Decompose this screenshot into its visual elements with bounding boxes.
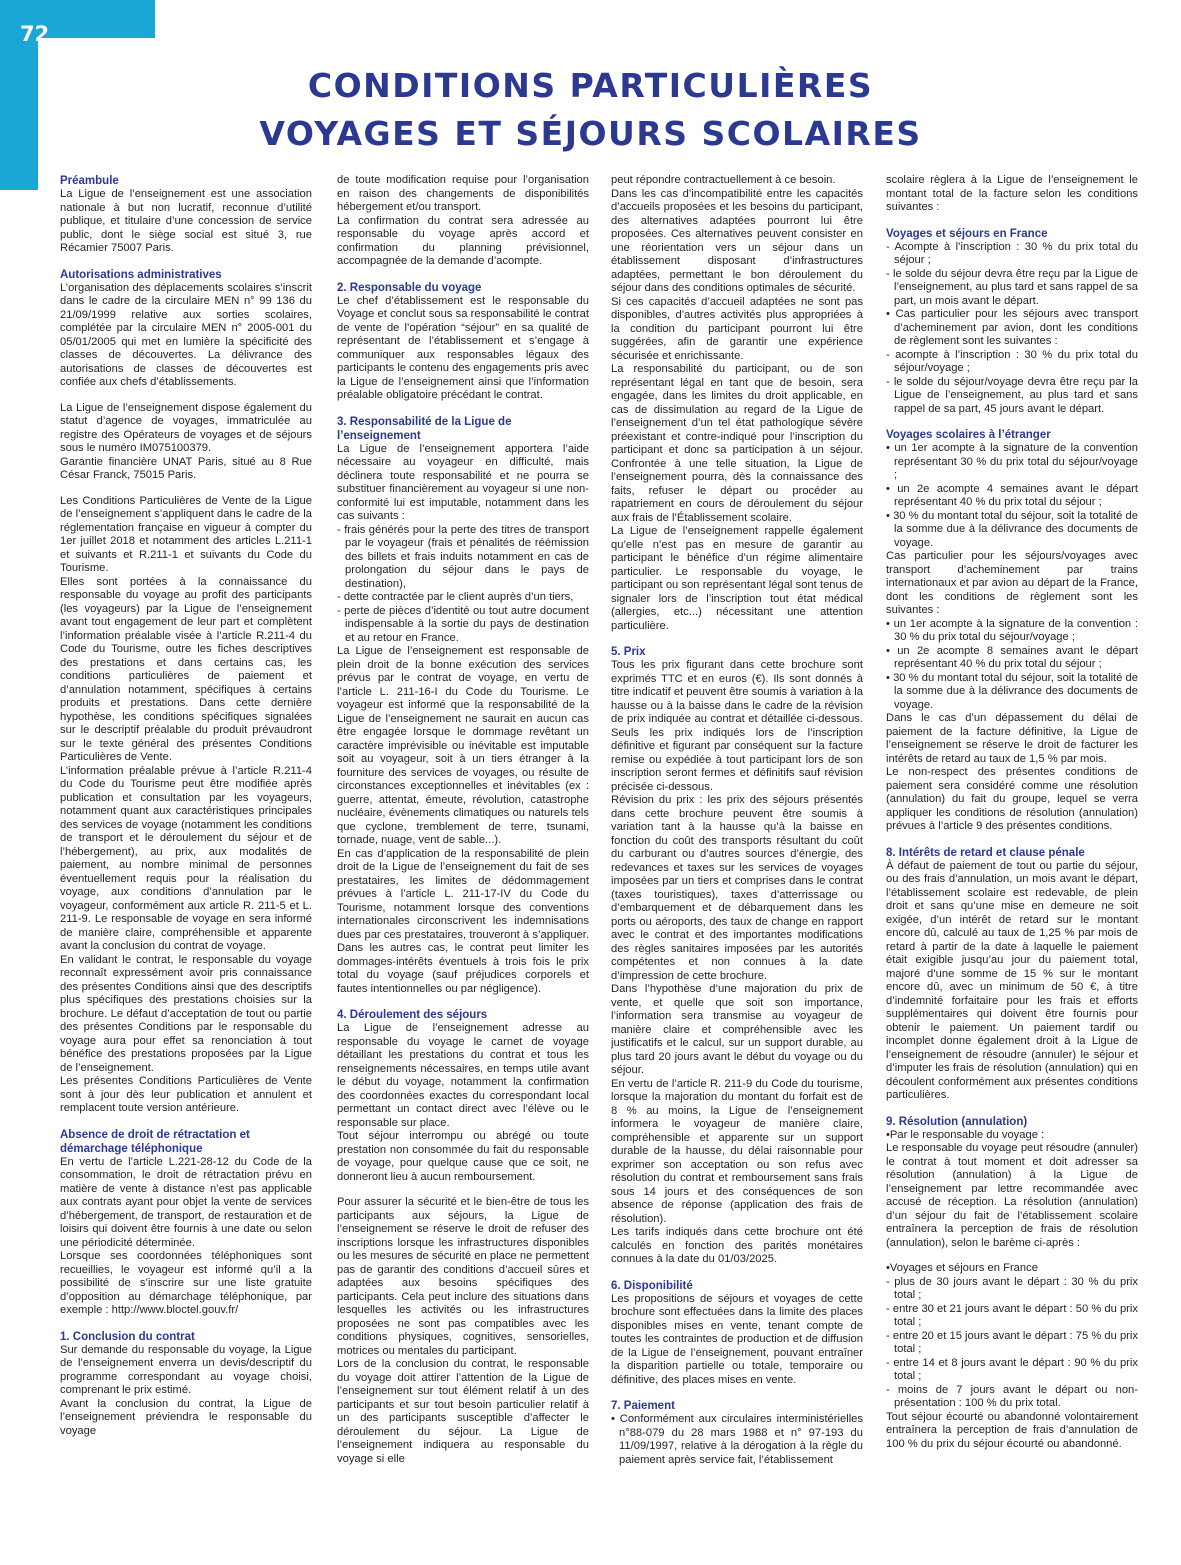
paragraph: En vertu de l’article R. 211-9 du Code du tourisme, lorsque la majoration du montant du forfait est de 8 % au moins, la Ligue de l’enseignement informera le voyageur de manière claire, compréhensible et apparente sur un support durable de la hausse, du délai raisonnable pour exprimer son acceptation ou son refus avec résolution du contrat et remboursement sans frais sous 14 jours et des conséquences de son absence de réponse (application des frais de résolution).	[611, 1077, 863, 1225]
list-item: - le solde du séjour devra être reçu par la Ligue de l’enseignement, au plus tard et sans rappel de sa part, un mois avant le départ.	[886, 267, 1138, 307]
spacer	[337, 403, 589, 415]
paragraph: de toute modification requise pour l’organisation en raison des changements de disponibilités hébergement et/ou transport.	[337, 174, 589, 213]
spacer	[886, 834, 1138, 846]
list-item: • Conformément aux circulaires interministérielles n°88-079 du 28 mars 1988 et n° 97-193 du 11/09/1997, relative à la dérogation à la règle du paiement après service fait, l’établissement	[611, 1413, 863, 1466]
spacer	[60, 483, 312, 495]
title-line-2: VOYAGES ET SÉJOURS SCOLAIRES	[259, 114, 922, 153]
list-item: - plus de 30 jours avant le départ : 30 % du prix total ;	[886, 1275, 1138, 1301]
paragraph: La responsabilité du participant, ou de son représentant légal en tant que de besoin, sera engagée, dans les limites du droit applicable, en cas de dissimulation au regard de la Ligue de l’enseignement d’un tel état pathologique sévère préexistant et contre-indiqué pour l’inscription du participant et donc sa participation à un séjour. Confrontée à une telle situation, la Ligue de l’enseignement pourra, dès la connaissance des faits, refuser le départ ou procéder au rapatriement en cours de déroulement du séjour aux frais de l’Établissement scolaire.	[611, 363, 863, 524]
list-item: - perte de pièces d’identité ou tout autre document indispensable à la sortie du pays de destination et au retour en France.	[337, 604, 589, 644]
spacer	[886, 1250, 1138, 1262]
paragraph: Dans les cas d’incompatibilité entre les capacités d’accueils proposées et les besoins du participant, des alternatives adaptées pourront lui être proposées. Ces alternatives peuvent consister en une réorientation vers un séjour dans un établissement disposant d’infrastructures adaptées, permettant le bon déroulement du séjour dans des conditions optimales de sécurité.	[611, 187, 863, 294]
column-2	[337, 174, 589, 1546]
list-item: - entre 14 et 8 jours avant le départ : 90 % du prix total ;	[886, 1356, 1138, 1382]
spacer	[337, 996, 589, 1008]
paragraph: En vertu de l’article L.221-28-12 du Code de la consommation, le droit de rétractation prévu en matière de vente à distance n’est pas applicable aux contrats ayant pour objet la vente de services d’hébergement, de transport, de restauration et de loisirs qui doivent être fournis à une date ou selon une périodicité déterminée.	[60, 1155, 312, 1249]
list-item: • un 1er acompte à la signature de la convention représentant 30 % du prix total du séjour/voyage ;	[886, 442, 1138, 481]
paragraph: Tout séjour interrompu ou abrégé ou toute prestation non consommée du fait du responsable de voyage, pour quelque cause que ce soit, ne donneront lieu à aucun remboursement.	[337, 1130, 589, 1183]
list-item: - frais générés pour la perte des titres de transport par le voyageur (frais et pénalités de réémission des billets et frais induits notamment en cas de prolongation du séjour dans le pays de destination),	[337, 523, 589, 590]
paragraph: La Ligue de l’enseignement est une association nationale à but non lucratif, reconnue d’utilité publique, et titulaire d’une concession de service public, dont le siège social est situé 3, rue Récamier 75007 Paris.	[60, 188, 312, 254]
paragraph: En cas d’application de la responsabilité de plein droit de la Ligue de l’enseignement du fait de ses prestataires, les limites de dédommagement prévues à l’article L. 211-17-IV du Code du Tourisme, notamment lorsque des conventions internationales circonscrivent les indemnisations dues par ces prestataires, trouveront à s’appliquer. Dans les autres cas, le contrat peut limiter les dommages-intérêts éventuels à trois fois le prix total du voyage (sauf préjudices corporels et fautes intentionnelles ou par négligence).	[337, 847, 589, 995]
paragraph: Tout séjour écourté ou abandonné volontairement entraînera la perception de frais d’annulation de 100 % du prix du séjour écourté ou abandonné.	[886, 1410, 1138, 1450]
list-item: - Acompte à l’inscription : 30 % du prix total du séjour ;	[886, 240, 1138, 266]
paragraph: À défaut de paiement de tout ou partie du séjour, ou des frais d’annulation, un mois avant le départ, l’établissement scolaire est redevable, de plein droit et sans qu’une mise en demeure ne soit exigée, d’un intérêt de retard sur le montant encore dû, calculé au taux de 1,25 % par mois de retard à partir de la date à laquelle le paiement était exigible jusqu’au jour du paiement total, majoré d’une somme de 15 % sur le montant encore dû, avec un minimum de 50 €, à titre d’indemnité forfaitaire pour les frais et efforts supplémentaires qui doivent être fournis pour obtenir le paiement. Un paiement tardif ou incomplet donne également droit à la Ligue de l’enseignement de résoudre (annuler) le séjour et d’imputer les frais de résolution (annulation) qui en découlent conformément aux présentes conditions particulières.	[886, 859, 1138, 1101]
list-item: • Cas particulier pour les séjours avec transport d’acheminement par avion, dont les conditions de règlement sont les suivantes :	[886, 308, 1138, 347]
list-item: • 30 % du montant total du séjour, soit la totalité de la somme due à la délivrance des documents de voyage.	[886, 509, 1138, 549]
paragraph: La Ligue de l’enseignement dispose également du statut d’agence de voyages, immatriculée au registre des Opérateurs de voyages et de séjours sous le numéro IM075100379.	[60, 401, 312, 454]
paragraph: Le responsable du voyage peut résoudre (annuler) le contrat à tout moment et doit adresser sa résolution (annulation) à la Ligue de l’enseignement par lettre recommandée avec accusé de réception. La résolution (annulation) d’un séjour du fait de l’établissement scolaire entraînera la perception de frais de résolution (annulation), selon le barème ci-après :	[886, 1142, 1138, 1249]
paragraph: Les Conditions Particulières de Vente de la Ligue de l’enseignement s’appliquent dans le cadre de la réglementation française en vigueur à compter du 1er juillet 2018 et notamment des articles L.211-1 et suivants et R.211-1 et suivants du Code du Tourisme.	[60, 494, 312, 574]
section-heading: 5. Prix	[611, 646, 646, 658]
paragraph: La confirmation du contrat sera adressée au responsable du voyage après accord et confirmation du planning prévisionnel, accompagnée de la demande d’acompte.	[337, 214, 589, 267]
paragraph: Cas particulier pour les séjours/voyages avec transport d’acheminement par trains internationaux et par avion au départ de la France, dont les conditions de règlement sont les suivantes :	[886, 550, 1138, 616]
section-heading: 3. Responsabilité de la Ligue de l’enseignement	[337, 415, 512, 442]
paragraph: En validant le contrat, le responsable du voyage reconnaît expressément avoir pris connaissance des présentes Conditions ainsi que des descriptifs plus spécifiques des prestations choisies sur la brochure. Le défaut d’acceptation de tout ou partie des présentes Conditions par le responsable du voyage aura pour effet sa renonciation à tout bénéfice des prestations proposées par la Ligue de l’enseignement.	[60, 953, 312, 1074]
list-item: - entre 30 et 21 jours avant le départ : 50 % du prix total ;	[886, 1302, 1138, 1328]
paragraph: Tous les prix figurant dans cette brochure sont exprimés TTC et en euros (€). Ils sont donnés à titre indicatif et peuvent être soumis à variation à la hausse ou à la baisse dans le cadre de la révision de prix indiquée au contrat et détaillée ci-dessous. Seuls les prix indiqués lors de l’inscription définitive et figurant par conséquent sur la facture remise ou expédiée à tout participant lors de son inscription seront fermes et définitifs sauf révision précisée ci-dessous.	[611, 659, 863, 793]
paragraph: L’organisation des déplacements scolaires s’inscrit dans le cadre de la circulaire MEN n° 99 136 du 21/09/1999 relative aux sorties scolaires, complétée par la circulaire MEN n° 2005-001 du 05/01/2005 qui met en lumière la spécificité des classes de découvertes. La délivrance des autorisations de classes de découvertes est confiée aux chefs d’établissements.	[60, 281, 312, 388]
spacer	[611, 1267, 863, 1279]
section-heading: 2. Responsable du voyage	[337, 281, 482, 294]
spacer	[60, 1318, 312, 1330]
section-heading: Voyages et séjours en France	[886, 227, 1048, 240]
paragraph: La Ligue de l’enseignement est responsable de plein droit de la bonne exécution des services prévus par le contrat de voyage, en vertu de l’article L. 211-16-I du Code du Tourisme. Le voyageur est informé que la responsabilité de la Ligue de l’enseignement ne saurait en aucun cas être engagée lorsque le dommage revêtant un caractère imprévisible ou inévitable est imputable soit au voyageur, soit à un tiers étranger à la fourniture des services de voyages, ou résulte de circonstances exceptionnelles et inévitables (ex : guerre, attentat, émeute, révolution, catastrophe nucléaire, évènements climatiques ou naturels tels que cyclone, tremblement de terre, tsunami, tornade, nuage, vent de sable...).	[337, 645, 589, 846]
paragraph: Lorsque ses coordonnées téléphoniques sont recueillies, le voyageur est informé qu’il a la possibilité de s’inscrire sur une liste gratuite d’opposition au démarchage téléphonique, par exemple : http://www.bloctel.gouv.fr/	[60, 1250, 312, 1316]
spacer	[611, 633, 863, 645]
spacer	[60, 256, 312, 268]
page-title	[0, 62, 1181, 158]
section-heading: 8. Intérêts de retard et clause pénale	[886, 846, 1085, 859]
section-heading: 7. Paiement	[611, 1400, 675, 1412]
paragraph: Le chef d’établissement est le responsable du Voyage et conclut sous sa responsabilité le contrat de vente de l’opération “séjour” en sa qualité de représentant de l’établissement et s’engage à communiquer aux responsables légaux des participants le contenu des engagements pris avec la Ligue de l’enseignement ainsi que l’information préalable obligatoire précédant le contrat.	[337, 294, 589, 401]
title-line-1: CONDITIONS PARTICULIÈRES	[307, 66, 874, 105]
list-item: • un 2e acompte 8 semaines avant le départ représentant 40 % du prix total du séjour ;	[886, 644, 1138, 670]
paragraph: La Ligue de l’enseignement rappelle également qu’elle n’est pas en mesure de garantir au participant le bénéfice d’un régime alimentaire particulier. Le responsable du voyage, le participant ou son représentant légal sont tenus de signaler lors de l’inscription tout état médical (allergies, etc...) nécessitant une attention particulière.	[611, 525, 863, 632]
list-item: • 30 % du montant total du séjour, soit la totalité de la somme due à la délivrance des documents de voyage.	[886, 671, 1138, 711]
paragraph: Si ces capacités d’accueil adaptées ne sont pas disponibles, d’autres activités plus appropriées à la condition du participant pourront lui être suggérées, afin de garantir une expérience sécurisée et enrichissante.	[611, 295, 863, 362]
spacer	[337, 269, 589, 281]
paragraph: Les présentes Conditions Particulières de Vente sont à jour dès leur publication et annulent et remplacent toute version antérieure.	[60, 1075, 312, 1114]
spacer	[611, 1387, 863, 1399]
paragraph: L’information préalable prévue à l’article R.211-4 du Code du Tourisme peut être modifiée après publication et consultation par les voyageurs, notamment quant aux caractéristiques principales des services de voyage (notamment les conditions de transport et le déroulement du séjour et de l’hébergement), au prix, aux modalités de paiement, au nombre minimal de personnes éventuellement requis pour la réalisation du voyage, aux conditions d’annulation par le voyageur, conformément aux article R. 211-5 et L. 211-9. Le responsable de voyage en sera informé de manière claire, compréhensible et apparente avant la conclusion du contrat de voyage.	[60, 764, 312, 952]
column-3	[611, 174, 863, 1546]
section-heading: Préambule	[60, 175, 119, 187]
spacer	[60, 1116, 312, 1128]
paragraph: Révision du prix : les prix des séjours présentés dans cette brochure peuvent être soumis à variation tant à la hausse qu’à la baisse en fonction du coût des transports résultant du coût du carburant ou d’autres sources d’énergie, des redevances et taxes sur les services de voyages imposées par un tiers et comprises dans le contrat (taxes touristiques), taxes d’atterrissage ou d’embarquement et de débarquement dans les ports ou aéroports, des taux de change en rapport avec le contrat et des importantes modifications des règles sanitaires imposées par les autorités compétentes et non connues à la date d’impression de cette brochure.	[611, 794, 863, 982]
list-item: - le solde du séjour/voyage devra être reçu par la Ligue de l’enseignement, au plus tard et sans rappel de sa part, 45 jours avant le départ.	[886, 375, 1138, 415]
section-heading: 9. Résolution (annulation)	[886, 1115, 1028, 1128]
paragraph: Garantie financière UNAT Paris, situé au 8 Rue César Franck, 75015 Paris.	[60, 455, 312, 481]
paragraph: Elles sont portées à la connaissance du responsable du voyage au profit des participants (les voyageurs) par la Ligue de l’enseignement avant tout engagement de leur part et complètent l’information préalable visée à l’article R.211-4 du Code du Tourisme, outre les fiches descriptives des prestations et dans certains cas, les conditions particulières de paiement et d’annulation notamment, spécifiques à certains produits et prestations. Dans cette dernière hypothèse, les conditions spécifiques signalées sur le descriptif préalable du produit prévaudront sur le texte général des présentes Conditions Particulières de Vente.	[60, 575, 312, 763]
paragraph: Dans l’hypothèse d’une majoration du prix de vente, et quelle que soit son importance, l’information sera transmise au voyageur de manière claire et compréhensible avec les justificatifs et le calcul, sur un support durable, au plus tard 20 jours avant le début du voyage ou du séjour.	[611, 983, 863, 1076]
paragraph: La Ligue de l’enseignement adresse au responsable du voyage le carnet de voyage détaillant les prestations du contrat et tous les renseignements nécessaires, en temps utile avant le début du voyage, notamment la confirmation des coordonnées exactes du correspondant local permettant un contact direct avec l’élève ou le responsable sur place.	[337, 1022, 589, 1129]
list-item: •Voyages et séjours en France	[886, 1262, 1038, 1274]
paragraph: Sur demande du responsable du voyage, la Ligue de l’enseignement enverra un devis/descriptif du programme correspondant au voyage choisi, comprenant le prix estimé.	[60, 1343, 312, 1396]
section-heading: 6. Disponibilité	[611, 1279, 693, 1292]
page-number: 72	[20, 22, 50, 46]
paragraph: Le non-respect des présentes conditions de paiement sera considéré comme une résolution (annulation) du fait du groupe, lequel se verra appliquer les conditions de résolution (annulation) prévues à l’article 9 des présentes conditions.	[886, 766, 1138, 832]
paragraph: Dans le cas d’un dépassement du délai de paiement de la facture définitive, la Ligue de l’enseignement se réserve le droit de facturer les intérêts de retard au taux de 1,5 % par mois.	[886, 712, 1138, 765]
spacer	[886, 215, 1138, 227]
paragraph: Les tarifs indiqués dans cette brochure ont été calculés en fonction des parités monétaires connues à la date du 01/03/2025.	[611, 1226, 863, 1265]
list-item: - moins de 7 jours avant le départ ou non- présentation : 100 % du prix total.	[886, 1383, 1138, 1409]
text-columns	[60, 174, 1145, 1546]
list-item: - dette contractée par le client auprès d’un tiers,	[337, 591, 574, 603]
section-heading: 1. Conclusion du contrat	[60, 1330, 195, 1343]
spacer	[337, 1184, 589, 1196]
spacer	[886, 1103, 1138, 1115]
list-item: •Par le responsable du voyage :	[886, 1128, 1045, 1141]
column-1	[60, 174, 312, 1546]
paragraph: Les propositions de séjours et voyages de cette brochure sont effectuées dans la limite des places disponibles mises en vente, tenant compte de toutes les contraintes de production et de diffusion de la Ligue de l’enseignement, pouvant entraîner la disparition partielle ou totale, temporaire ou définitive, des places mises en vente.	[611, 1292, 863, 1386]
paragraph: Lors de la conclusion du contrat, le responsable du voyage doit attirer l’attention de la Ligue de l’enseignement sur tout élément relatif à un des participants et sur tout besoin particulier relatif à un des participants susceptible d’affecter le déroulement du séjour. La Ligue de l’enseignement indiquera au responsable du voyage si elle	[337, 1358, 589, 1465]
list-item: - entre 20 et 15 jours avant le départ : 75 % du prix total ;	[886, 1329, 1138, 1355]
section-heading: Absence de droit de rétractation et démarchage téléphonique	[60, 1128, 250, 1155]
section-heading: Autorisations administratives	[60, 268, 222, 281]
list-item: • un 2e acompte 4 semaines avant le départ représentant 40 % du prix total du séjour ;	[886, 482, 1138, 508]
paragraph: Avant la conclusion du contrat, la Ligue de l’enseignement préviendra le responsable du voyage	[60, 1397, 312, 1437]
paragraph: scolaire règlera à la Ligue de l’enseignement le montant total de la facture selon les conditions suivantes :	[886, 174, 1138, 213]
paragraph: Pour assurer la sécurité et le bien-être de tous les participants aux séjours, la Ligue de l’enseignement se réserve le droit de refuser des inscriptions lorsque les infrastructures disponibles ou les mesures de sécurité en place ne permettent pas de garantir des conditions d’accueil sûres et adaptées aux besoins spécifiques des participants. Cela peut inclure des situations dans lesquelles les activités ou les infrastructures proposées ne sont pas compatibles avec les conditions physiques, cognitives, sensorielles, motrices ou mentales du participant.	[337, 1196, 589, 1357]
section-heading: 4. Déroulement des séjours	[337, 1009, 488, 1021]
paragraph: peut répondre contractuellement à ce besoin.	[611, 174, 836, 186]
spacer	[886, 416, 1138, 428]
spacer	[60, 390, 312, 402]
column-4	[886, 174, 1138, 1546]
list-item: • un 1er acompte à la signature de la convention : 30 % du prix total du séjour/voyage ;	[886, 617, 1138, 643]
paragraph: La Ligue de l’enseignement apportera l’aide nécessaire au voyageur en difficulté, mais déclinera toute responsabilité et ne pourra se substituer financièrement au voyageur si une non-conformité lui est imputable, notamment dans les cas suivants :	[337, 442, 589, 522]
section-heading: Voyages scolaires à l’étranger	[886, 429, 1051, 441]
list-item: - acompte à l’inscription : 30 % du prix total du séjour/voyage ;	[886, 348, 1138, 374]
